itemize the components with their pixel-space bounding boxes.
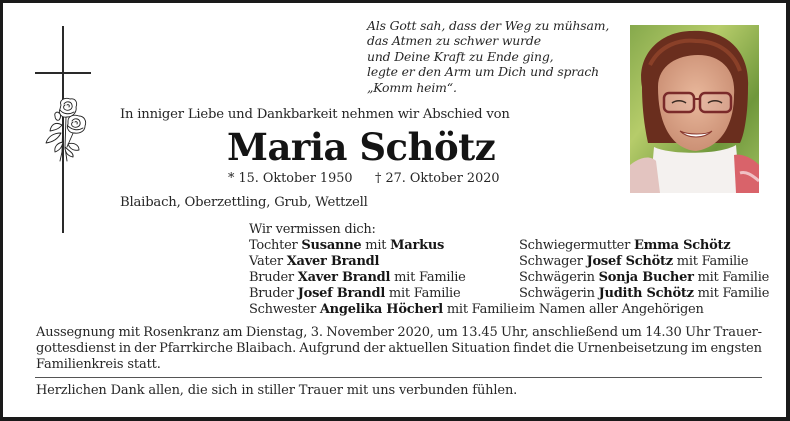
service-word: der	[134, 341, 156, 356]
birth-date: * 15. Oktober 1950	[228, 171, 353, 186]
service-word: Aufgrund	[299, 341, 361, 356]
service-word: findet	[513, 341, 551, 356]
service-word: 14.30	[645, 325, 682, 340]
poem-line: das Atmen zu schwer wurde	[367, 33, 541, 49]
service-line-2	[36, 341, 762, 357]
service-word: Pfarrkirche	[159, 341, 233, 356]
mourner-entry: Schwiegermutter Emma Schötz	[519, 238, 731, 253]
service-word: gottesdienst	[36, 341, 116, 356]
service-word: Trauer-	[713, 325, 762, 340]
service-word: 2020,	[397, 325, 434, 340]
deceased-name: Maria Schötz	[227, 125, 496, 169]
mourners-list-right	[519, 238, 769, 318]
service-word: aktuellen	[388, 341, 449, 356]
service-word: Aussegnung	[36, 325, 116, 340]
service-word: Uhr	[685, 325, 711, 340]
poem-line: und Deine Kraft zu Ende ging,	[367, 48, 554, 64]
thanks-text: Herzlichen Dank allen, die sich in stiller Trauer mit uns verbunden fühlen.	[36, 383, 518, 398]
cross-horizontal-icon	[35, 72, 91, 74]
intro-text: In inniger Liebe und Dankbarkeit nehmen wir Abschied von	[120, 107, 510, 122]
mourner-entry: Schwager Josef Schötz mit Familie	[519, 254, 749, 269]
poem-line: Als Gott sah, dass der Weg zu mühsam,	[367, 18, 610, 33]
mourner-entry: Tochter Susanne mit Markus	[249, 238, 445, 253]
death-date: † 27. Oktober 2020	[375, 171, 500, 186]
service-word: im	[691, 341, 708, 356]
mourner-entry: Schwägerin Sonja Bucher mit Familie	[519, 270, 770, 285]
service-announcement	[36, 325, 762, 373]
service-word: 13.45	[461, 325, 498, 340]
service-word: um	[621, 325, 642, 340]
poem	[367, 18, 609, 95]
mourner-entry: Vater Xaver Brandl	[249, 254, 380, 269]
mourner-entry: im Namen aller Angehörigen	[519, 302, 704, 317]
mourner-entry: Bruder Xaver Brandl mit Familie	[249, 270, 466, 285]
service-word: November	[326, 325, 394, 340]
service-line-3: Familienkreis statt.	[36, 357, 161, 372]
mourner-entry: Schwägerin Judith Schötz mit Familie	[519, 286, 770, 301]
service-line-1	[36, 325, 762, 341]
service-word: Blaibach.	[235, 341, 297, 356]
service-word: anschließend	[532, 325, 618, 340]
mourner-entry: Bruder Josef Brandl mit Familie	[249, 286, 461, 301]
places-text: Blaibach, Oberzettling, Grub, Wettzell	[120, 195, 368, 210]
service-word: am	[222, 325, 243, 340]
service-word: um	[437, 325, 458, 340]
poem-line: „Komm heim“.	[367, 79, 457, 95]
mourners-heading: Wir vermissen dich:	[249, 222, 376, 237]
service-word: 3.	[310, 325, 323, 340]
rose-icon	[41, 97, 91, 163]
service-word: engsten	[710, 341, 762, 356]
service-word: der	[363, 341, 386, 356]
portrait-photo	[630, 25, 759, 193]
service-word: Urnenbeisetzung	[576, 341, 689, 356]
service-word: Uhr,	[501, 325, 529, 340]
service-word: Rosenkranz	[143, 325, 220, 340]
service-word: Dienstag,	[245, 325, 308, 340]
service-word: mit	[118, 325, 140, 340]
poem-line: legte er den Arm um Dich und sprach	[367, 64, 599, 80]
service-word: Situation	[451, 341, 511, 356]
divider-line	[35, 377, 762, 378]
mourner-entry: Schwester Angelika Höcherl mit Familie	[249, 302, 519, 317]
service-word: die	[554, 341, 574, 356]
service-word: in	[118, 341, 131, 356]
mourners-list-left	[249, 222, 518, 318]
